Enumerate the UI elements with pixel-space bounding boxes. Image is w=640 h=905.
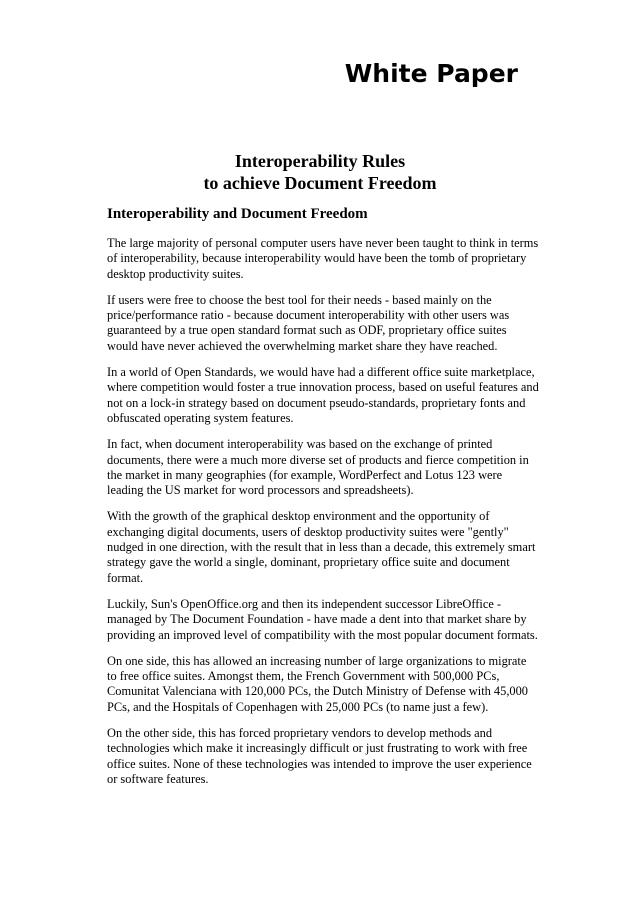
white-paper-label: White Paper [344, 59, 518, 88]
paragraph-7: On one side, this has allowed an increasing number of large organizations to migrate to free office suites. Amongst them, the French Government with 500,000 PCs, Comunitat Valenciana with 120,000 PCs, the Dutch Ministry of Defense with 45,000 PCs, and the Hospitals of Copenhagen with 25,000 PCs (to name just a few). [107, 653, 529, 714]
section-heading: Interoperability and Document Freedom [107, 206, 368, 222]
paragraph-4: In fact, when document interoperability was based on the exchange of printed documents, there were a much more diverse set of products and fierce competition in the market in many geographies (for example, WordPerfect and Lotus 123 were leading the US market for word processors and spreadsheets). [107, 437, 529, 498]
document-title [0, 150, 640, 194]
paragraph-1: The large majority of personal computer users have never been taught to think in terms of interoperability, because interoperability would have been the tomb of proprietary desktop productivity suites. [107, 236, 539, 281]
paragraph-8: On the other side, this has forced proprietary vendors to develop methods and technologies which make it increasingly difficult or just frustrating to work with free office suites. None of these technologies was intended to improve the user experience or software features. [107, 726, 532, 786]
document-title-line-2: to achieve Document Freedom [203, 173, 437, 193]
paragraph-5: With the growth of the graphical desktop environment and the opportunity of exchanging digital documents, users of desktop productivity suites were "gently" nudged in one direction, with the result that in less than a decade, this extremely smart strategy gave the world a single, dominant, proprietary office suite and document format. [107, 509, 536, 585]
paragraph-3: In a world of Open Standards, we would have had a different office suite marketplace, where competition would foster a true innovation process, based on useful features and not on a lock-in strategy based on document pseudo-standards, proprietary fonts and obfuscated operating system features. [107, 365, 539, 425]
paragraph-2: If users were free to choose the best tool for their needs - based mainly on the price/performance ratio - because document interoperability with other users was guaranteed by a true open standard format such as ODF, proprietary office suites would have never achieved the overwhelming market share they have reached. [107, 292, 510, 353]
paragraph-6: Luckily, Sun's OpenOffice.org and then its independent successor LibreOffice - managed by The Document Foundation - have made a dent into that market share by providing an improved level of compatibility with the most popular document formats. [107, 596, 538, 642]
document-title-line-1: Interoperability Rules [234, 151, 406, 171]
document-body [107, 205, 539, 798]
